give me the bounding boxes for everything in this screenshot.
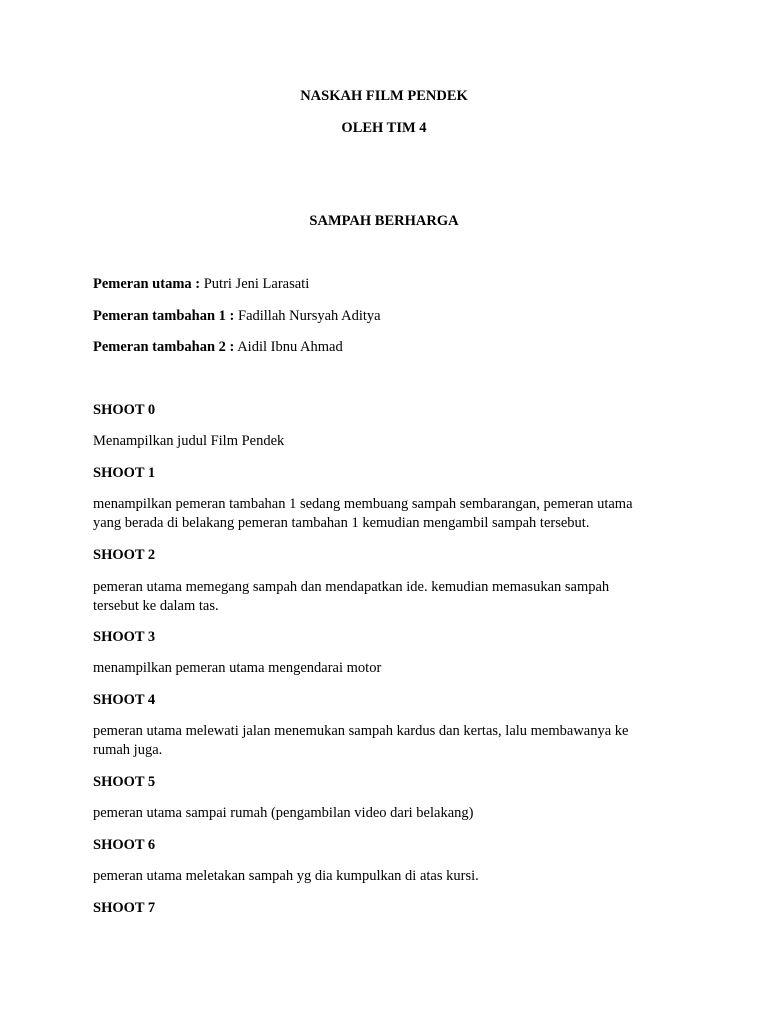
cast-line-supporting-1	[93, 307, 683, 326]
shoot-heading: SHOOT 2	[93, 547, 156, 563]
film-title: SAMPAH BERHARGA	[309, 213, 459, 229]
cast-name: Fadillah Nursyah Aditya	[234, 308, 381, 324]
cast-line-supporting-2	[93, 338, 683, 357]
shoot-description: rumah juga.	[93, 742, 163, 758]
shoot-heading: SHOOT 5	[93, 774, 156, 790]
shoot-description: menampilkan pemeran tambahan 1 sedang membuang sampah sembarangan, pemeran utama	[93, 496, 633, 512]
shoot-description: tersebut ke dalam tas.	[93, 598, 219, 614]
shoot-heading: SHOOT 6	[93, 837, 156, 853]
document-subtitle: OLEH TIM 4	[341, 120, 427, 136]
shoot-description: pemeran utama sampai rumah (pengambilan video dari belakang)	[93, 805, 474, 821]
cast-name: Putri Jeni Larasati	[200, 276, 310, 292]
cast-role: Pemeran utama :	[93, 276, 201, 292]
shoot-description: pemeran utama memegang sampah dan mendapatkan ide. kemudian memasukan sampah	[93, 579, 610, 595]
cast-role: Pemeran tambahan 1 :	[93, 308, 235, 324]
cast-line-main	[93, 275, 683, 294]
shoot-description: pemeran utama melewati jalan menemukan sampah kardus dan kertas, lalu membawanya ke	[93, 723, 629, 739]
shoot-heading: SHOOT 1	[93, 465, 156, 481]
cast-role: Pemeran tambahan 2 :	[93, 339, 235, 355]
shoot-description: pemeran utama meletakan sampah yg dia kumpulkan di atas kursi.	[93, 868, 479, 884]
document-title: NASKAH FILM PENDEK	[300, 88, 468, 104]
shoot-description: menampilkan pemeran utama mengendarai motor	[93, 660, 382, 676]
shoot-heading: SHOOT 3	[93, 629, 156, 645]
cast-name: Aidil Ibnu Ahmad	[234, 339, 343, 355]
shoot-description: yang berada di belakang pemeran tambahan 1 kemudian mengambil sampah tersebut.	[93, 515, 590, 531]
shoot-heading: SHOOT 0	[93, 402, 156, 418]
shoot-heading: SHOOT 4	[93, 692, 156, 708]
shoot-description: Menampilkan judul Film Pendek	[93, 433, 285, 449]
shoot-heading: SHOOT 7	[93, 900, 156, 916]
